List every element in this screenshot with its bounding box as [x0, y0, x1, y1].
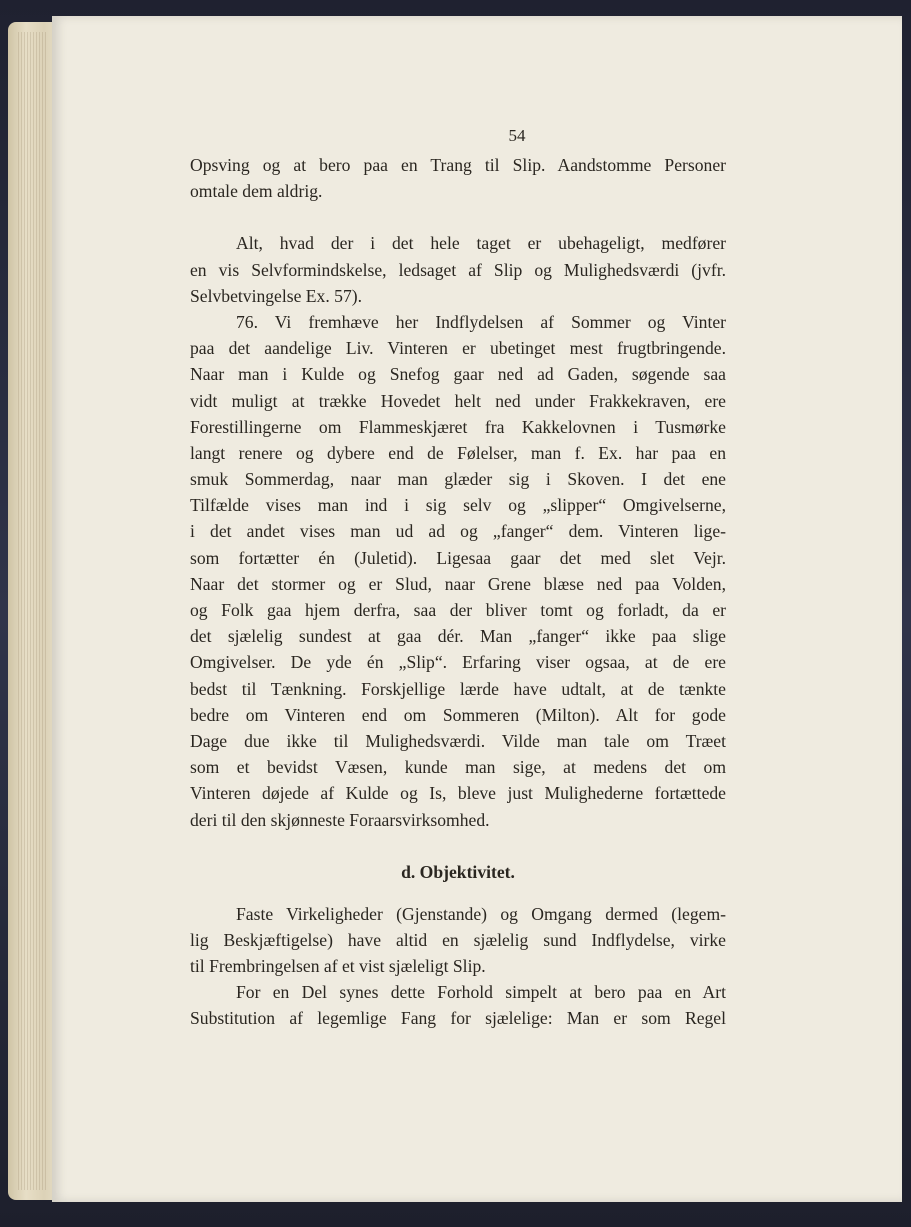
- text-line: lig Beskjæftigelse) have altid en sjælelig sund Indflydelse, virke: [190, 929, 726, 950]
- text-line: For en Del synes dette Forhold simpelt at bero paa en Art: [236, 982, 726, 1003]
- text-line: Selvbetvingelse Ex. 57).: [190, 285, 362, 306]
- text-line: langt renere og dybere end de Følelser, man f. Ex. har paa en: [190, 442, 726, 463]
- text-line: bedre om Vinteren end om Sommeren (Milton). Alt for gode: [190, 704, 726, 725]
- text-line: og Folk gaa hjem derfra, saa der bliver tomt og forladt, da er: [190, 600, 726, 620]
- text-line: Faste Virkeligheder (Gjenstande) og Omgang dermed (legem-: [236, 903, 726, 924]
- text-line: Vinteren døjede af Kulde og Is, bleve just Mulighederne fortættede: [190, 783, 726, 804]
- text-line: Opsving og at bero paa en Trang til Slip. Aandstomme Personer: [190, 155, 726, 175]
- paragraph: [190, 230, 726, 309]
- text-line: en vis Selvformindskelse, ledsaget af Slip og Mulighedsværdi (jvfr.: [190, 259, 726, 280]
- text-line: Omgivelser. De yde én „Slip“. Erfaring viser ogsaa, at de ere: [190, 652, 726, 673]
- text-line: som fortætter én (Juletid). Ligesaa gaar det med slet Vejr.: [190, 547, 726, 568]
- page-number: 54: [508, 126, 526, 145]
- text-line: Alt, hvad der i det hele taget er ubehageligt, medfører: [236, 233, 726, 254]
- text-line: vidt muligt at trække Hovedet helt ned under Frakkekraven, ere: [190, 390, 726, 411]
- page-text: [190, 152, 726, 1032]
- text-line: 76. Vi fremhæve her Indflydelsen af Sommer og Vinter: [236, 311, 726, 332]
- text-line: deri til den skjønneste Foraarsvirksomhed.: [190, 809, 490, 830]
- text-line: som et bevidst Væsen, kunde man sige, at medens det om: [190, 757, 726, 778]
- text-line: i det andet vises man ud ad og „fanger“ dem. Vinteren lige-: [190, 521, 726, 542]
- text-line: Naar man i Kulde og Snefog gaar ned ad Gaden, søgende saa: [190, 364, 726, 385]
- text-line: omtale dem aldrig.: [190, 181, 323, 202]
- section-heading: d. Objektivitet.: [401, 861, 515, 882]
- paragraph: [190, 309, 726, 833]
- text-line: Dage due ikke til Mulighedsværdi. Vilde man tale om Træet: [190, 730, 726, 751]
- text-line: det sjælelig sundest at gaa dér. Man „fanger“ ikke paa slige: [190, 626, 726, 647]
- text-line: til Frembringelsen af et vist sjæleligt Slip.: [190, 956, 486, 977]
- paragraph: [190, 979, 726, 1031]
- paragraph: [190, 901, 726, 980]
- text-line: smuk Sommerdag, naar man glæder sig i Skoven. I det ene: [190, 469, 726, 490]
- text-line: Naar det stormer og er Slud, naar Grene blæse ned paa Volden,: [190, 573, 726, 594]
- text-line: Substitution af legemlige Fang for sjælelige: Man er som Regel: [190, 1008, 726, 1029]
- text-line: paa det aandelige Liv. Vinteren er ubetinget mest frugtbringende.: [190, 338, 726, 359]
- text-line: bedst til Tænkning. Forskjellige lærde have udtalt, at de tænkte: [190, 678, 726, 699]
- text-line: Tilfælde vises man ind i sig selv og „slipper“ Omgivelserne,: [190, 495, 726, 516]
- text-line: Forestillingerne om Flammeskjæret fra Kakkelovnen i Tusmørke: [190, 416, 726, 437]
- paragraph: [190, 152, 726, 204]
